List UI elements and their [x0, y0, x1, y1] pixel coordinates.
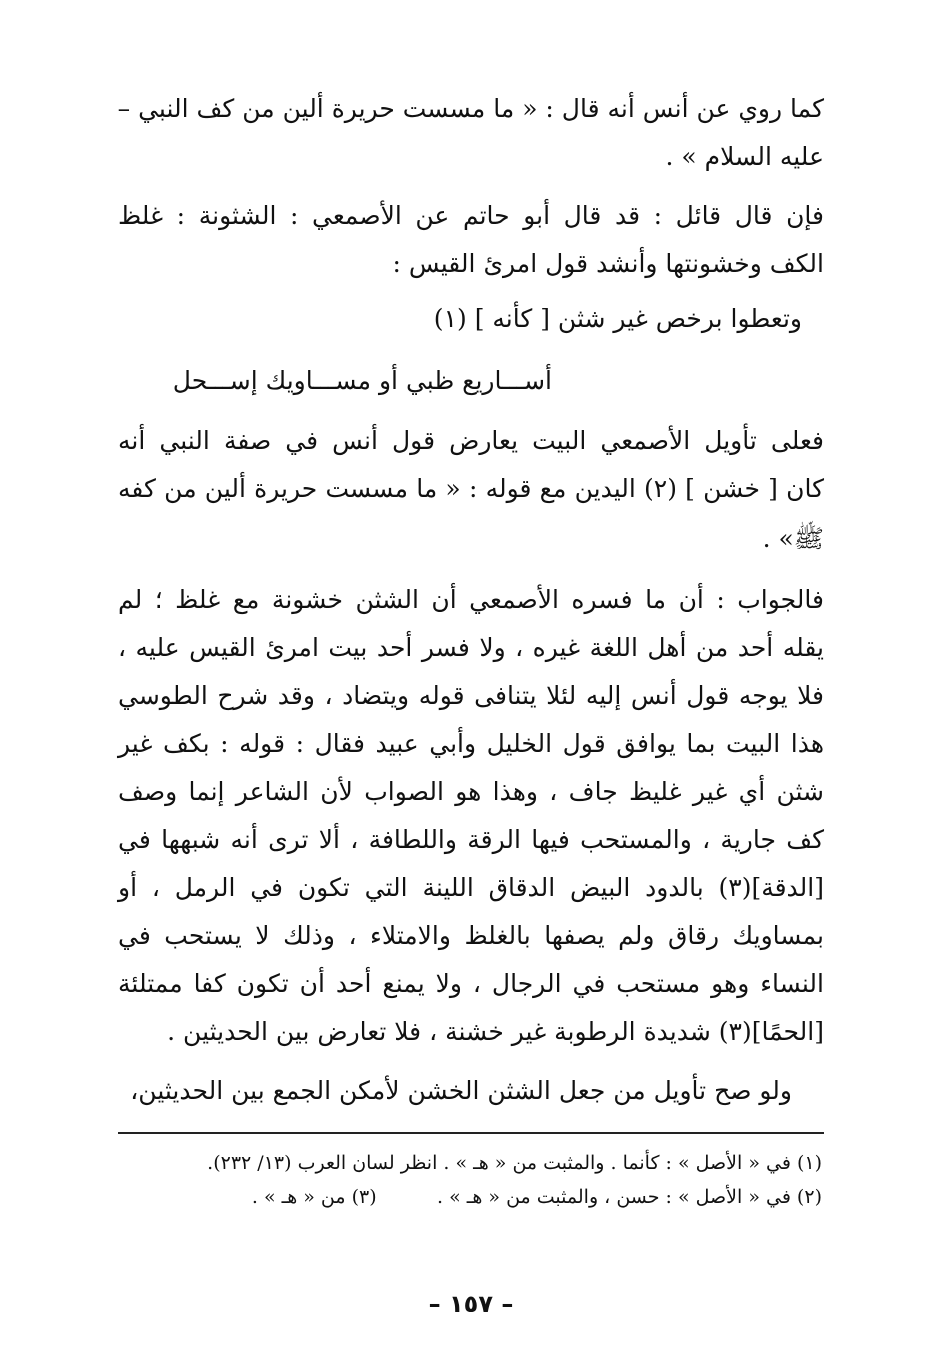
text-line-15: كف جارية ، والمستحب فيها الرقة واللطافة ، ألا ترى أنه شبهها في	[118, 825, 824, 854]
text-line-8: كان [ خشن ] (٢) اليدين مع قوله : « ما مسست حريرة ألين من كفه	[118, 474, 824, 503]
text-line-14: شثن أي غير غليظ جاف ، وهذا هو الصواب لأن الشاعر إنما وصف	[118, 777, 824, 806]
text-line-2: عليه السلام » .	[665, 142, 824, 171]
text-line-16: [الدقة](٣) بالدود البيض الدقاق اللينة التي تكون في الرمل ، أو	[118, 873, 824, 902]
text-line-17: بمساويك رقاق ولم يصفها بالغلظ والامتلاء ، وذلك لا يستحب في	[118, 921, 824, 950]
text-line-10: فالجواب : أن ما فسره الأصمعي أن الشثن خشونة مع غلظ ؛ لم	[118, 585, 824, 614]
text-line-12: فلا يوجه قول أنس إليه لئلا يتنافى قوله ويتضاد ، وقد شرح الطوسي	[118, 681, 824, 710]
text-line-7: فعلى تأويل الأصمعي البيت يعارض قول أنس في صفة النبي أنه	[118, 426, 824, 455]
text-line-9: ﷺ» .	[762, 524, 824, 553]
text-line-13: هذا البيت بما يوافق قول الخليل وأبي عبيد فقال : قوله : بكف غير	[118, 729, 824, 758]
text-line-11: يقله أحد من أهل اللغة غيره ، ولا فسر أحد بيت امرئ القيس عليه ،	[118, 633, 824, 662]
footnote-2: (٢) في « الأصل » : حسن ، والمثبت من « هـ » . (٣) من « هـ » .	[251, 1186, 822, 1208]
footnote-1: (١) في « الأصل » : كأنما . والمثبت من « هـ » . انظر لسان العرب (١٣/ ٢٣٢).	[207, 1152, 822, 1174]
footnote-divider	[118, 1132, 824, 1134]
text-line-18: النساء وهو مستحب في الرجال ، ولا يمنع أحد أن تكون كفا ممتلئة	[118, 969, 824, 998]
text-line-20: ولو صح تأويل من جعل الشثن الخشن لأمكن الجمع بين الحديثين،	[130, 1076, 792, 1105]
text-line-3: فإن قال قائل : قد قال أبو حاتم عن الأصمعي : الشثونة : غلظ	[118, 201, 824, 230]
text-line-4: الكف وخشونتها وأنشد قول امرئ القيس :	[392, 249, 824, 278]
text-line-19: [الحمًا](٣) شديدة الرطوبة غير خشنة ، فلا تعارض بين الحديثين .	[167, 1017, 824, 1046]
text-line-1: كما روي عن أنس أنه قال : « ما مسست حريرة ألين من كف النبي –	[117, 94, 824, 123]
verse-line-2: أســـاريع ظبي أو مســـاويك إســـحل	[172, 366, 552, 395]
page-number: – ١٥٧ –	[428, 1290, 514, 1318]
verse-line-1: وتعطوا برخص غير شثن [ كأنه ] (١)	[433, 304, 802, 333]
